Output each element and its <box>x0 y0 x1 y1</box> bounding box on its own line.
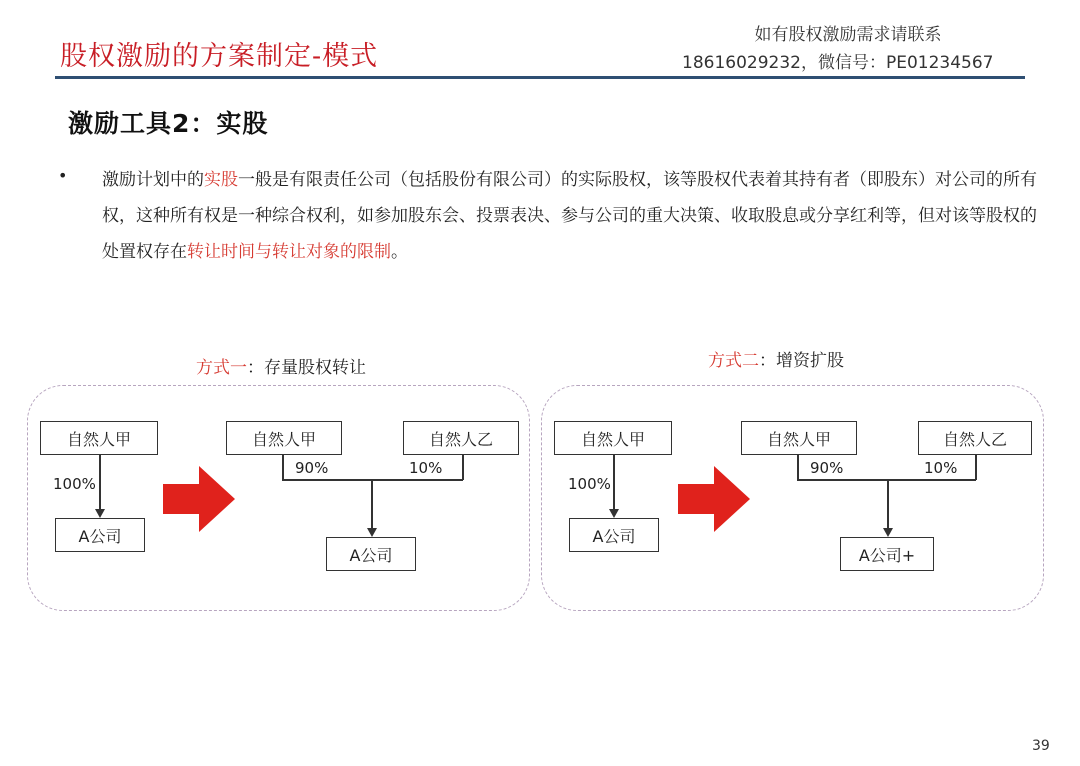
mode2-after-connector-a <box>797 455 799 480</box>
mode1-after-connector-a <box>282 455 284 480</box>
mode2-transition-arrow-icon <box>678 466 750 532</box>
mode2-after-holder-b-box: 自然人乙 <box>918 421 1032 455</box>
mode1-before-pct: 100% <box>53 475 96 493</box>
section-subtitle: 激励工具2：实股 <box>68 109 269 138</box>
para-text-1: 激励计划中的 <box>102 170 204 190</box>
mode2-after-company-box: A公司+ <box>840 537 934 571</box>
mode1-panel <box>27 385 530 611</box>
mode2-before-pct: 100% <box>568 475 611 493</box>
mode1-before-connector <box>99 455 101 511</box>
para-text-2: 一般是有限责任公司（包括股份有限公司）的实际股权，该等股权代表着其持有者（即股东）对公司的所有权，这种所有权是一种综合权利，如参加股东会、投票表决、参与公司的重大决策、收取股息或分享红利等，但对该等股权的处置权存在 <box>102 170 1037 262</box>
bullet-marker: • <box>58 166 68 185</box>
mode1-title-prefix: 方式一 <box>196 358 247 378</box>
mode2-after-holder-a-box: 自然人甲 <box>741 421 857 455</box>
mode1-before-holder-box: 自然人甲 <box>40 421 158 455</box>
mode2-after-pct-b: 10% <box>924 459 958 477</box>
mode1-after-connector-b <box>462 455 464 480</box>
header-divider <box>55 76 1025 79</box>
mode1-after-connector-down <box>371 480 373 530</box>
mode2-title-prefix: 方式二 <box>708 351 759 371</box>
mode1-transition-arrow-icon <box>163 466 235 532</box>
mode1-after-holder-a-box: 自然人甲 <box>226 421 342 455</box>
mode2-after-connector-down <box>887 480 889 530</box>
para-text-3: 。 <box>391 242 408 262</box>
para-highlight-2: 转让时间与转让对象的限制 <box>187 242 391 262</box>
mode2-before-holder-box: 自然人甲 <box>554 421 672 455</box>
mode2-title <box>708 346 844 371</box>
mode2-before-arrowhead <box>609 509 619 518</box>
para-highlight-1: 实股 <box>204 170 238 190</box>
mode1-before-company-box: A公司 <box>55 518 145 552</box>
mode2-before-connector <box>613 455 615 511</box>
mode2-panel <box>541 385 1044 611</box>
mode1-after-arrowhead <box>367 528 377 537</box>
mode1-title-suffix: ：存量股权转让 <box>247 358 366 378</box>
mode2-after-arrowhead <box>883 528 893 537</box>
mode1-after-pct-b: 10% <box>409 459 443 477</box>
contact-line-2: 18616029232，微信号：PE01234567 <box>682 53 994 73</box>
contact-line-1: 如有股权激励需求请联系 <box>754 25 942 45</box>
mode1-title <box>196 353 366 378</box>
page-title: 股权激励的方案制定-模式 <box>60 41 379 72</box>
mode2-before-company-box: A公司 <box>569 518 659 552</box>
mode2-after-pct-a: 90% <box>810 459 844 477</box>
mode1-after-holder-b-box: 自然人乙 <box>403 421 519 455</box>
mode1-after-pct-a: 90% <box>295 459 329 477</box>
mode1-before-arrowhead <box>95 509 105 518</box>
mode2-after-connector-b <box>975 455 977 480</box>
mode1-after-company-box: A公司 <box>326 537 416 571</box>
mode1-after-connector-bar <box>282 479 463 481</box>
page-number: 39 <box>1032 738 1050 754</box>
body-paragraph <box>102 162 1042 270</box>
mode2-title-suffix: ：增资扩股 <box>759 351 844 371</box>
